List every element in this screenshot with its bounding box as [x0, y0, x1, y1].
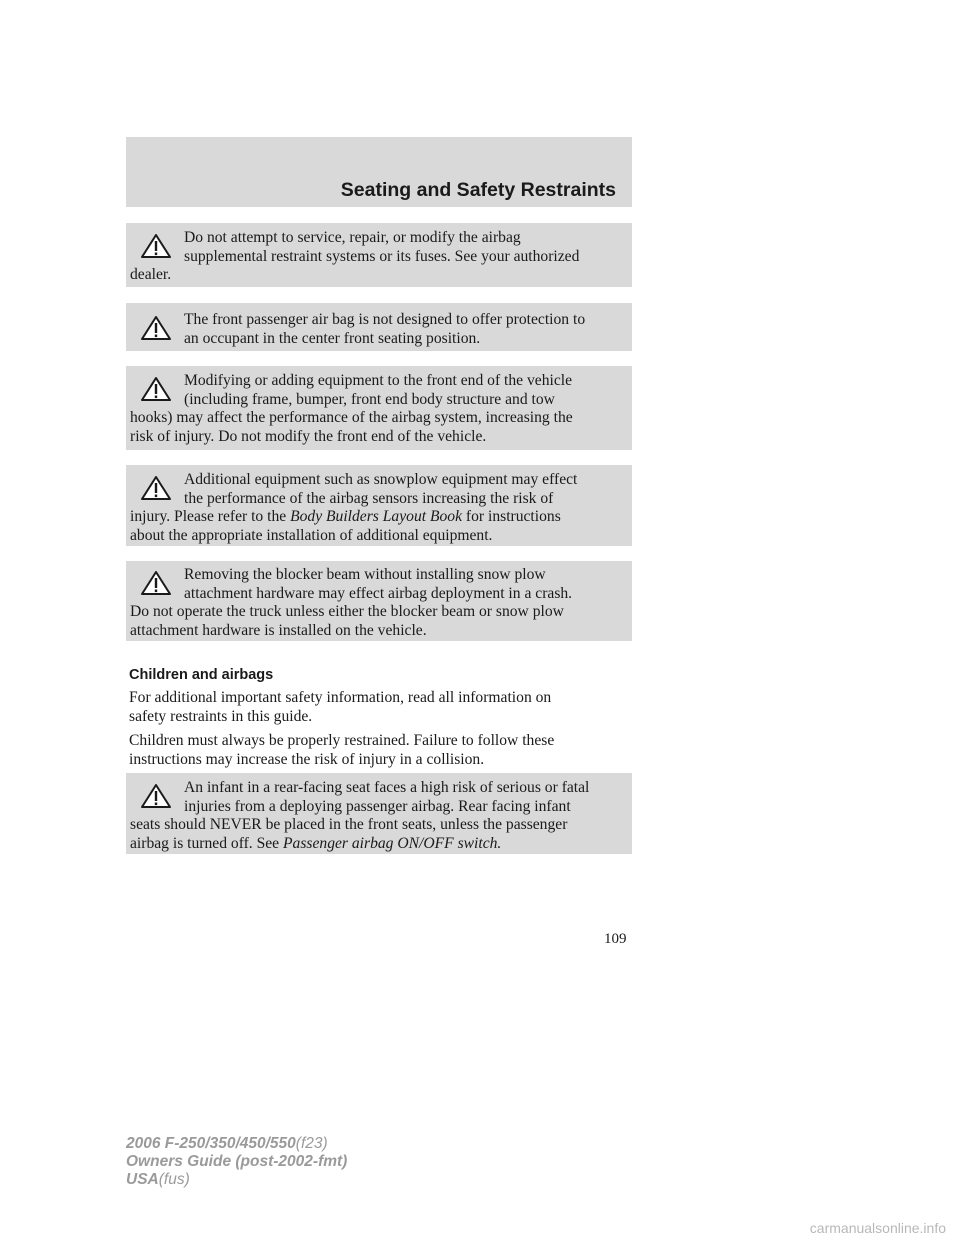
site-watermark: carmanualsonline.info [809, 1220, 946, 1236]
footer-market: USA [126, 1171, 159, 1188]
warning-box [126, 773, 632, 854]
body-paragraph [129, 732, 629, 769]
warning-text: dealer. [130, 266, 172, 283]
warning-text: for instructions [462, 508, 561, 525]
paragraph-line: Children must always be properly restrained. Failure to follow these [129, 732, 555, 749]
warning-text: risk of injury. Do not modify the front end of the vehicle. [130, 427, 487, 445]
warning-text: airbag is turned off. See [130, 834, 284, 852]
warning-triangle-icon [140, 233, 176, 259]
warning-triangle-icon [140, 376, 176, 402]
paragraph-line: safety restraints in this guide. [129, 707, 313, 725]
warning-text: seats should NEVER be placed in the front seats, unless the passenger [130, 816, 568, 833]
warning-text: hooks) may affect the performance of the airbag system, increasing the [130, 409, 573, 426]
warning-triangle-icon [140, 570, 176, 596]
warning-text: injuries from a deploying passenger airbag. Rear facing infant [184, 797, 571, 815]
warning-triangle-icon [140, 783, 176, 809]
manual-reference: Body Builders Layout Book [290, 508, 463, 525]
footer-guide: Owners Guide (post-2002-fmt) [126, 1153, 348, 1170]
warning-text: attachment hardware is installed on the vehicle. [130, 621, 427, 639]
paragraph-line: For additional important safety information, read all information on [129, 689, 552, 706]
paragraph-line: instructions may increase the risk of injury in a collision. [129, 750, 485, 768]
page-number: 109 [604, 931, 627, 947]
warning-text: an occupant in the center front seating position. [184, 329, 481, 347]
warning-box [126, 465, 632, 546]
warning-text: the performance of the airbag sensors increasing the risk of [184, 489, 554, 507]
warning-text: The front passenger air bag is not designed to offer protection to [184, 311, 586, 328]
warning-text: injury. Please refer to the [130, 508, 291, 525]
warning-box [126, 303, 632, 351]
warning-text: Removing the blocker beam without installing snow plow [184, 566, 546, 583]
section-heading: Children and airbags [129, 667, 274, 683]
warning-text: An infant in a rear-facing seat faces a high risk of serious or fatal [184, 779, 590, 796]
footer-model-code: (f23) [295, 1135, 328, 1152]
page-header-band [126, 137, 632, 207]
footer-market-code: (fus) [158, 1171, 190, 1188]
section-reference: Passenger airbag ON/OFF switch. [283, 834, 502, 852]
warning-box [126, 223, 632, 287]
warning-text: Modifying or adding equipment to the front end of the vehicle [184, 372, 573, 389]
warning-box [126, 561, 632, 641]
document-footer [126, 1135, 347, 1189]
warning-triangle-icon [140, 475, 176, 501]
warning-text: (including frame, bumper, front end body structure and tow [184, 390, 555, 408]
warning-text: Do not attempt to service, repair, or modify the airbag [184, 229, 521, 246]
warning-text: attachment hardware may effect airbag deployment in a crash. [184, 584, 573, 602]
warning-text: Additional equipment such as snowplow equipment may effect [184, 471, 578, 488]
warning-triangle-icon [140, 315, 176, 341]
body-paragraph [129, 689, 629, 726]
warning-box [126, 366, 632, 450]
warning-text: Do not operate the truck unless either the blocker beam or snow plow [130, 603, 564, 620]
footer-model: 2006 F-250/350/450/550 [126, 1135, 296, 1152]
warning-text: supplemental restraint systems or its fuses. See your authorized [184, 247, 580, 265]
page-title: Seating and Safety Restraints [340, 179, 616, 201]
warning-text: about the appropriate installation of additional equipment. [130, 526, 493, 544]
